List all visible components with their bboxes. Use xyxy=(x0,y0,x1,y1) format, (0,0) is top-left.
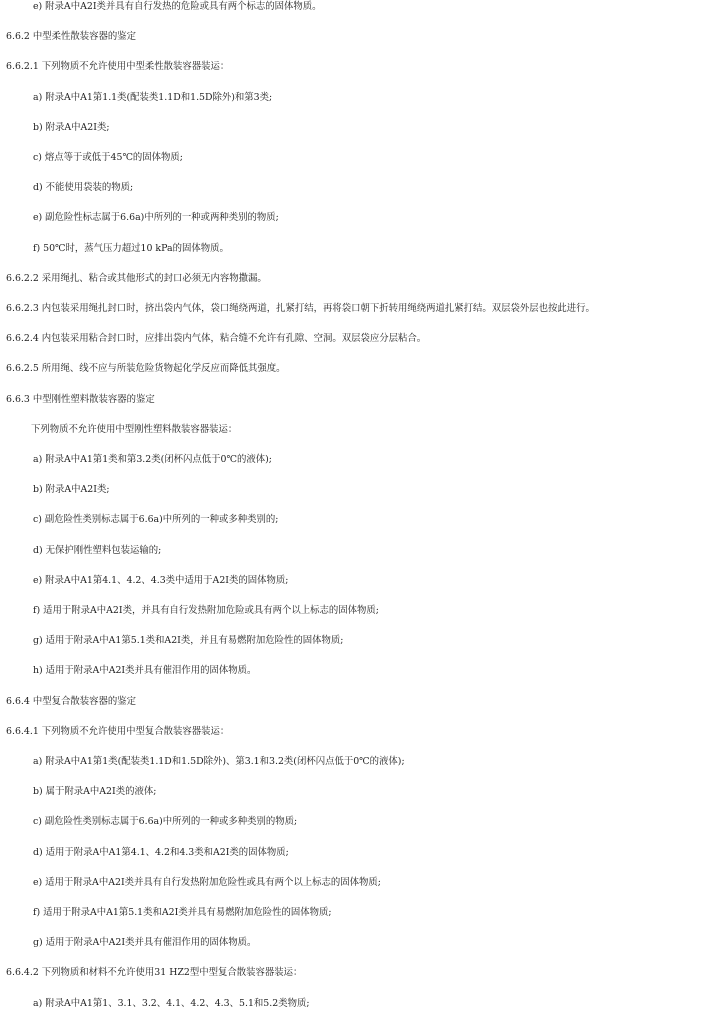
list-item: e) 适用于附录A中A2Ⅰ类并具有自行发热附加危险性或具有两个以上标志的固体物质; xyxy=(33,876,381,888)
list-item: d) 无保护刚性塑料包装运输的; xyxy=(33,544,162,556)
list-item: e) 附录A中A1第4.1、4.2、4.3类中适用于A2Ⅰ类的固体物质; xyxy=(33,574,289,586)
section-heading: 6.6.3 中型刚性塑料散装容器的鉴定 xyxy=(6,393,155,405)
list-item: a) 附录A中A1第1.1类(配装类1.1D和1.5D除外)和第3类; xyxy=(33,91,273,103)
list-item: f) 适用于附录A中A1第5.1类和A2Ⅰ类并具有易燃附加危险性的固体物质; xyxy=(33,907,332,918)
list-item: f) 适用于附录A中A2Ⅰ类，并具有自行发热附加危险或具有两个以上标志的固体物质; xyxy=(33,605,379,616)
section-heading: 6.6.4 中型复合散装容器的鉴定 xyxy=(6,695,136,707)
list-item: g) 适用于附录A中A2Ⅰ类并具有催泪作用的固体物质。 xyxy=(33,937,257,949)
list-item: c) 副危险性类别标志属于6.6a)中所列的一种或多种类别的; xyxy=(33,514,279,526)
section-heading: 6.6.2 中型柔性散装容器的鉴定 xyxy=(6,31,136,43)
section-heading: 6.6.2.4 内包装采用粘合封口时，应排出袋内气体，粘合缝不允许有孔隙、空洞。双层袋应分层粘合。 xyxy=(6,333,427,345)
section-heading: 6.6.2.5 所用绳、线不应与所装危险货物起化学反应而降低其强度。 xyxy=(6,363,286,375)
section-heading: 6.6.4.2 下列物质和材料不允许使用31 HZ2型中型复合散装容器装运： xyxy=(6,967,303,979)
list-item: c) 熔点等于或低于45℃的固体物质; xyxy=(33,152,183,163)
list-item: c) 副危险性类别标志属于6.6a)中所列的一种或多种类别的物质; xyxy=(33,816,298,828)
list-item: f) 50℃时，蒸气压力超过10 kPa的固体物质。 xyxy=(33,242,229,254)
section-heading: 6.6.2.1 下列物质不允许使用中型柔性散装容器装运： xyxy=(6,61,230,73)
list-item: b) 附录A中A2Ⅰ类; xyxy=(33,121,110,133)
list-item: a) 附录A中A1第1类(配装类1.1D和1.5D除外)、第3.1和3.2类(闭杯闪点低于0℃的液体); xyxy=(33,756,405,767)
list-item: h) 适用于附录A中A2Ⅰ类并具有催泪作用的固体物质。 xyxy=(33,665,257,677)
intro-paragraph: 下列物质不允许使用中型刚性塑料散装容器装运： xyxy=(31,423,238,435)
section-heading: 6.6.2.3 内包装采用绳扎封口时，挤出袋内气体，袋口绳绕两道，扎紧打结，再将袋口朝下折转用绳绕两道扎紧打结。双层袋外层也按此进行。 xyxy=(6,303,595,314)
list-item: b) 附录A中A2Ⅰ类; xyxy=(33,484,110,496)
section-heading: 6.6.4.1 下列物质不允许使用中型复合散装容器装运： xyxy=(6,725,230,737)
list-item: e) 附录A中A2Ⅰ类并具有自行发热的危险或具有两个标志的固体物质。 xyxy=(33,1,322,12)
list-item: a) 附录A中A1第1、3.1、3.2、4.1、4.2、4.3、5.1和5.2类物质; xyxy=(33,997,310,1009)
list-item: d) 适用于附录A中A1第4.1、4.2和4.3类和A2Ⅰ类的固体物质; xyxy=(33,846,289,858)
list-item: d) 不能使用袋装的物质; xyxy=(33,182,134,194)
list-item: g) 适用于附录A中A1第5.1类和A2Ⅰ类，并且有易燃附加危险性的固体物质; xyxy=(33,635,344,647)
list-item: e) 副危险性标志属于6.6a)中所列的一种或两种类别的物质; xyxy=(33,212,279,224)
list-item: a) 附录A中A1第1类和第3.2类(闭杯闪点低于0℃的液体); xyxy=(33,454,272,465)
section-heading: 6.6.2.2 采用绳扎、粘合或其他形式的封口必须无内容物撒漏。 xyxy=(6,272,267,284)
list-item: b) 属于附录A中A2Ⅰ类的液体; xyxy=(33,786,157,798)
